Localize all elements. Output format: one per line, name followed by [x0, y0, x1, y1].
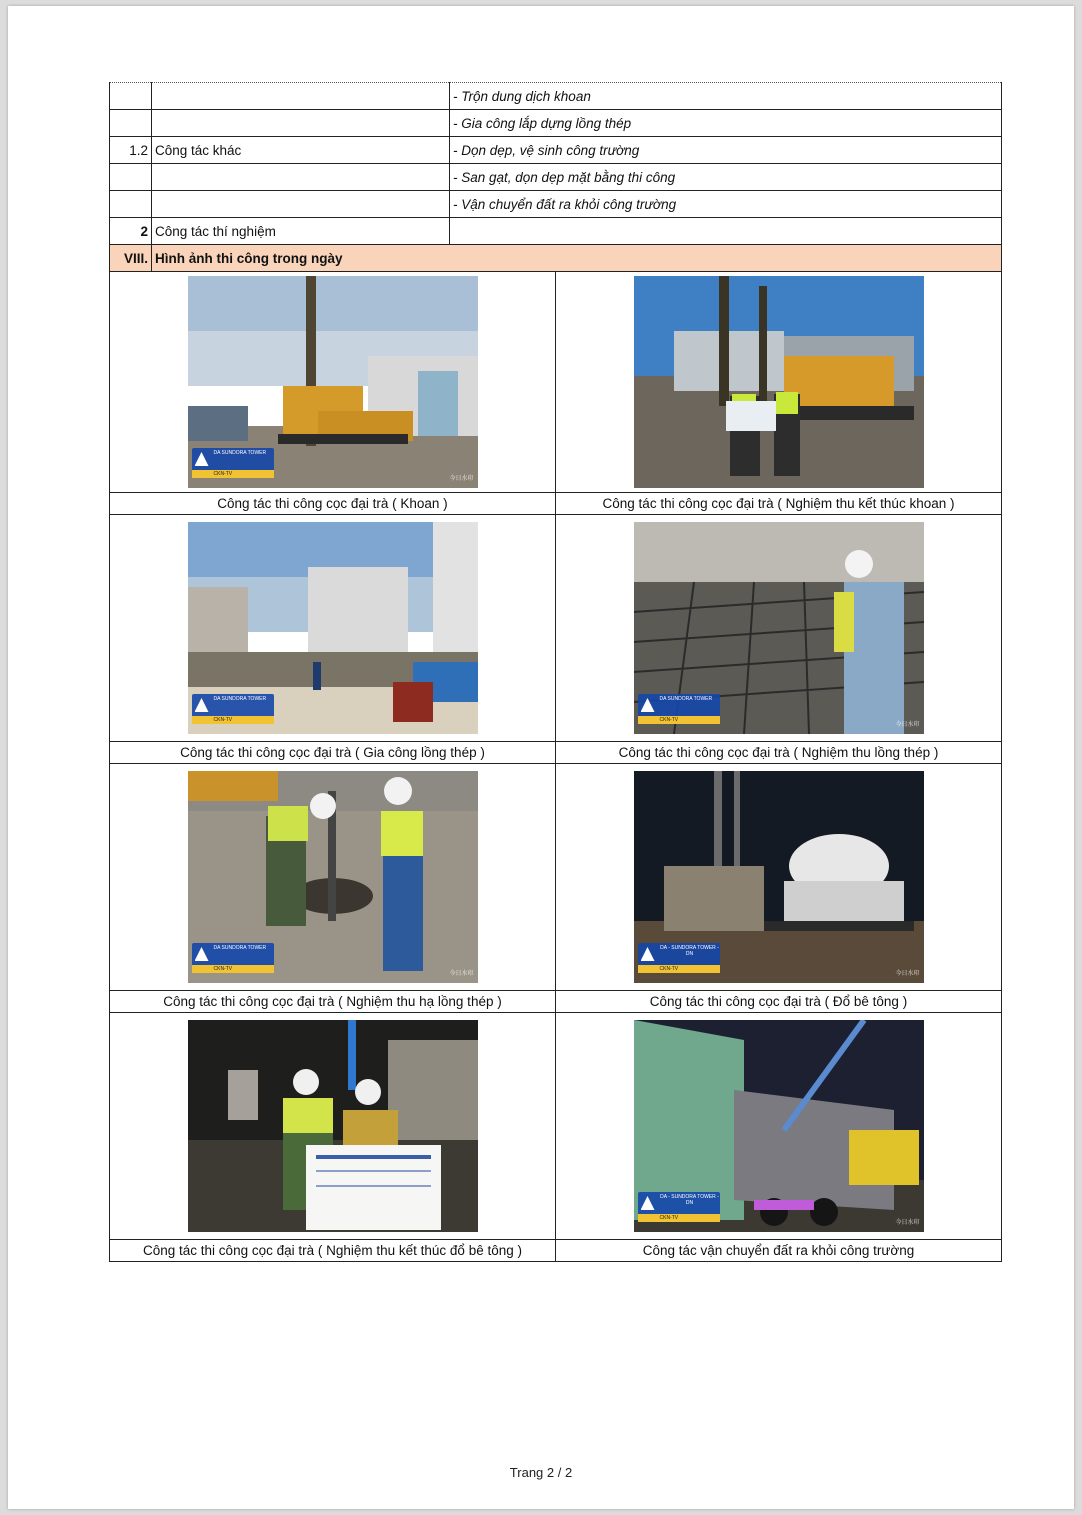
task-table [109, 82, 1002, 272]
site-photo-steel-cage-inspection[interactable] [634, 522, 924, 734]
photo-caption: Công tác thi công cọc đại trà ( Nghiệm thu kết thúc đổ bê tông ) [110, 1240, 556, 1262]
photo-stamp: DA SUNDORA TOWER CKN-TV [192, 943, 274, 973]
photo-cell [556, 272, 1002, 493]
task-row [110, 164, 1002, 191]
task-name: Công tác thí nghiệm [152, 218, 450, 245]
delta-logo-icon [641, 1196, 655, 1210]
photo-cell [556, 1013, 1002, 1240]
photo-caption: Công tác thi công cọc đại trà ( Khoan ) [110, 493, 556, 515]
watermark: 今日水印 [895, 1220, 920, 1226]
photo-cell [556, 515, 1002, 742]
watermark: 今日水印 [895, 971, 920, 977]
photo-grid [109, 271, 1002, 1262]
task-number: 2 [110, 218, 152, 245]
task-row [110, 83, 1002, 110]
photo-caption: Công tác thi công cọc đại trà ( Nghiệm thu hạ lồng thép ) [110, 991, 556, 1013]
site-photo-concrete-pouring[interactable] [634, 771, 924, 983]
task-name [152, 164, 450, 191]
delta-logo-icon [195, 452, 209, 466]
photo-cell [110, 272, 556, 493]
task-number [110, 110, 152, 137]
task-row [110, 191, 1002, 218]
task-number: 1.2 [110, 137, 152, 164]
watermark: 今日水印 [895, 722, 920, 728]
task-row [110, 110, 1002, 137]
task-name: Công tác khác [152, 137, 450, 164]
photo-stamp: DA SUNDORA TOWER CKN-TV [638, 694, 720, 724]
photo-caption: Công tác thi công cọc đại trà ( Đổ bê tông ) [556, 991, 1002, 1013]
photo-caption: Công tác thi công cọc đại trà ( Nghiệm thu kết thúc khoan ) [556, 493, 1002, 515]
site-photo-steel-cage-fabrication[interactable] [188, 522, 478, 734]
section-number: VIII. [110, 245, 152, 272]
task-name [152, 191, 450, 218]
task-detail: - Vận chuyển đất ra khỏi công trường [450, 191, 1002, 218]
section-title: Hình ảnh thi công trong ngày [152, 245, 1002, 272]
task-detail: - San gạt, dọn dẹp mặt bằng thi công [450, 164, 1002, 191]
photo-caption: Công tác thi công cọc đại trà ( Nghiệm thu lồng thép ) [556, 742, 1002, 764]
site-photo-concrete-acceptance[interactable] [188, 1020, 478, 1232]
task-number [110, 191, 152, 218]
task-number [110, 164, 152, 191]
delta-logo-icon [641, 698, 655, 712]
photo-row [110, 764, 1002, 991]
task-detail: - Dọn dẹp, vệ sinh công trường [450, 137, 1002, 164]
photo-stamp: DA - SUNDORA TOWER - DN CKN-TV [638, 943, 720, 973]
caption-row [110, 1240, 1002, 1262]
section-header-row [110, 245, 1002, 272]
site-photo-lowering-cage[interactable] [188, 771, 478, 983]
task-detail: - Gia công lắp dựng lồng thép [450, 110, 1002, 137]
task-name [152, 83, 450, 110]
caption-row [110, 991, 1002, 1013]
watermark: 今日水印 [449, 476, 474, 482]
photo-caption: Công tác thi công cọc đại trà ( Gia công lồng thép ) [110, 742, 556, 764]
site-photo-soil-transport[interactable] [634, 1020, 924, 1232]
photo-stamp: DA SUNDORA TOWER CKN-TV [192, 448, 274, 478]
photo-stamp: DA - SUNDORA TOWER - DN CKN-TV [638, 1192, 720, 1222]
photo-row [110, 272, 1002, 493]
task-detail [450, 218, 1002, 245]
caption-row [110, 493, 1002, 515]
task-row [110, 137, 1002, 164]
photo-cell [556, 764, 1002, 991]
task-number [110, 83, 152, 110]
task-name [152, 110, 450, 137]
photo-caption: Công tác vận chuyển đất ra khỏi công trường [556, 1240, 1002, 1262]
delta-logo-icon [195, 698, 209, 712]
caption-row [110, 742, 1002, 764]
photo-cell [110, 515, 556, 742]
task-detail: - Trộn dung dịch khoan [450, 83, 1002, 110]
delta-logo-icon [641, 947, 655, 961]
site-photo-drilling-rig[interactable] [188, 276, 478, 488]
photo-row [110, 1013, 1002, 1240]
page-number: Trang 2 / 2 [509, 1465, 573, 1480]
watermark: 今日水印 [449, 971, 474, 977]
photo-cell [110, 1013, 556, 1240]
site-photo-drilling-acceptance[interactable] [634, 276, 924, 488]
photo-cell [110, 764, 556, 991]
photo-stamp: DA SUNDORA TOWER CKN-TV [192, 694, 274, 724]
photo-row [110, 515, 1002, 742]
delta-logo-icon [195, 947, 209, 961]
task-row [110, 218, 1002, 245]
